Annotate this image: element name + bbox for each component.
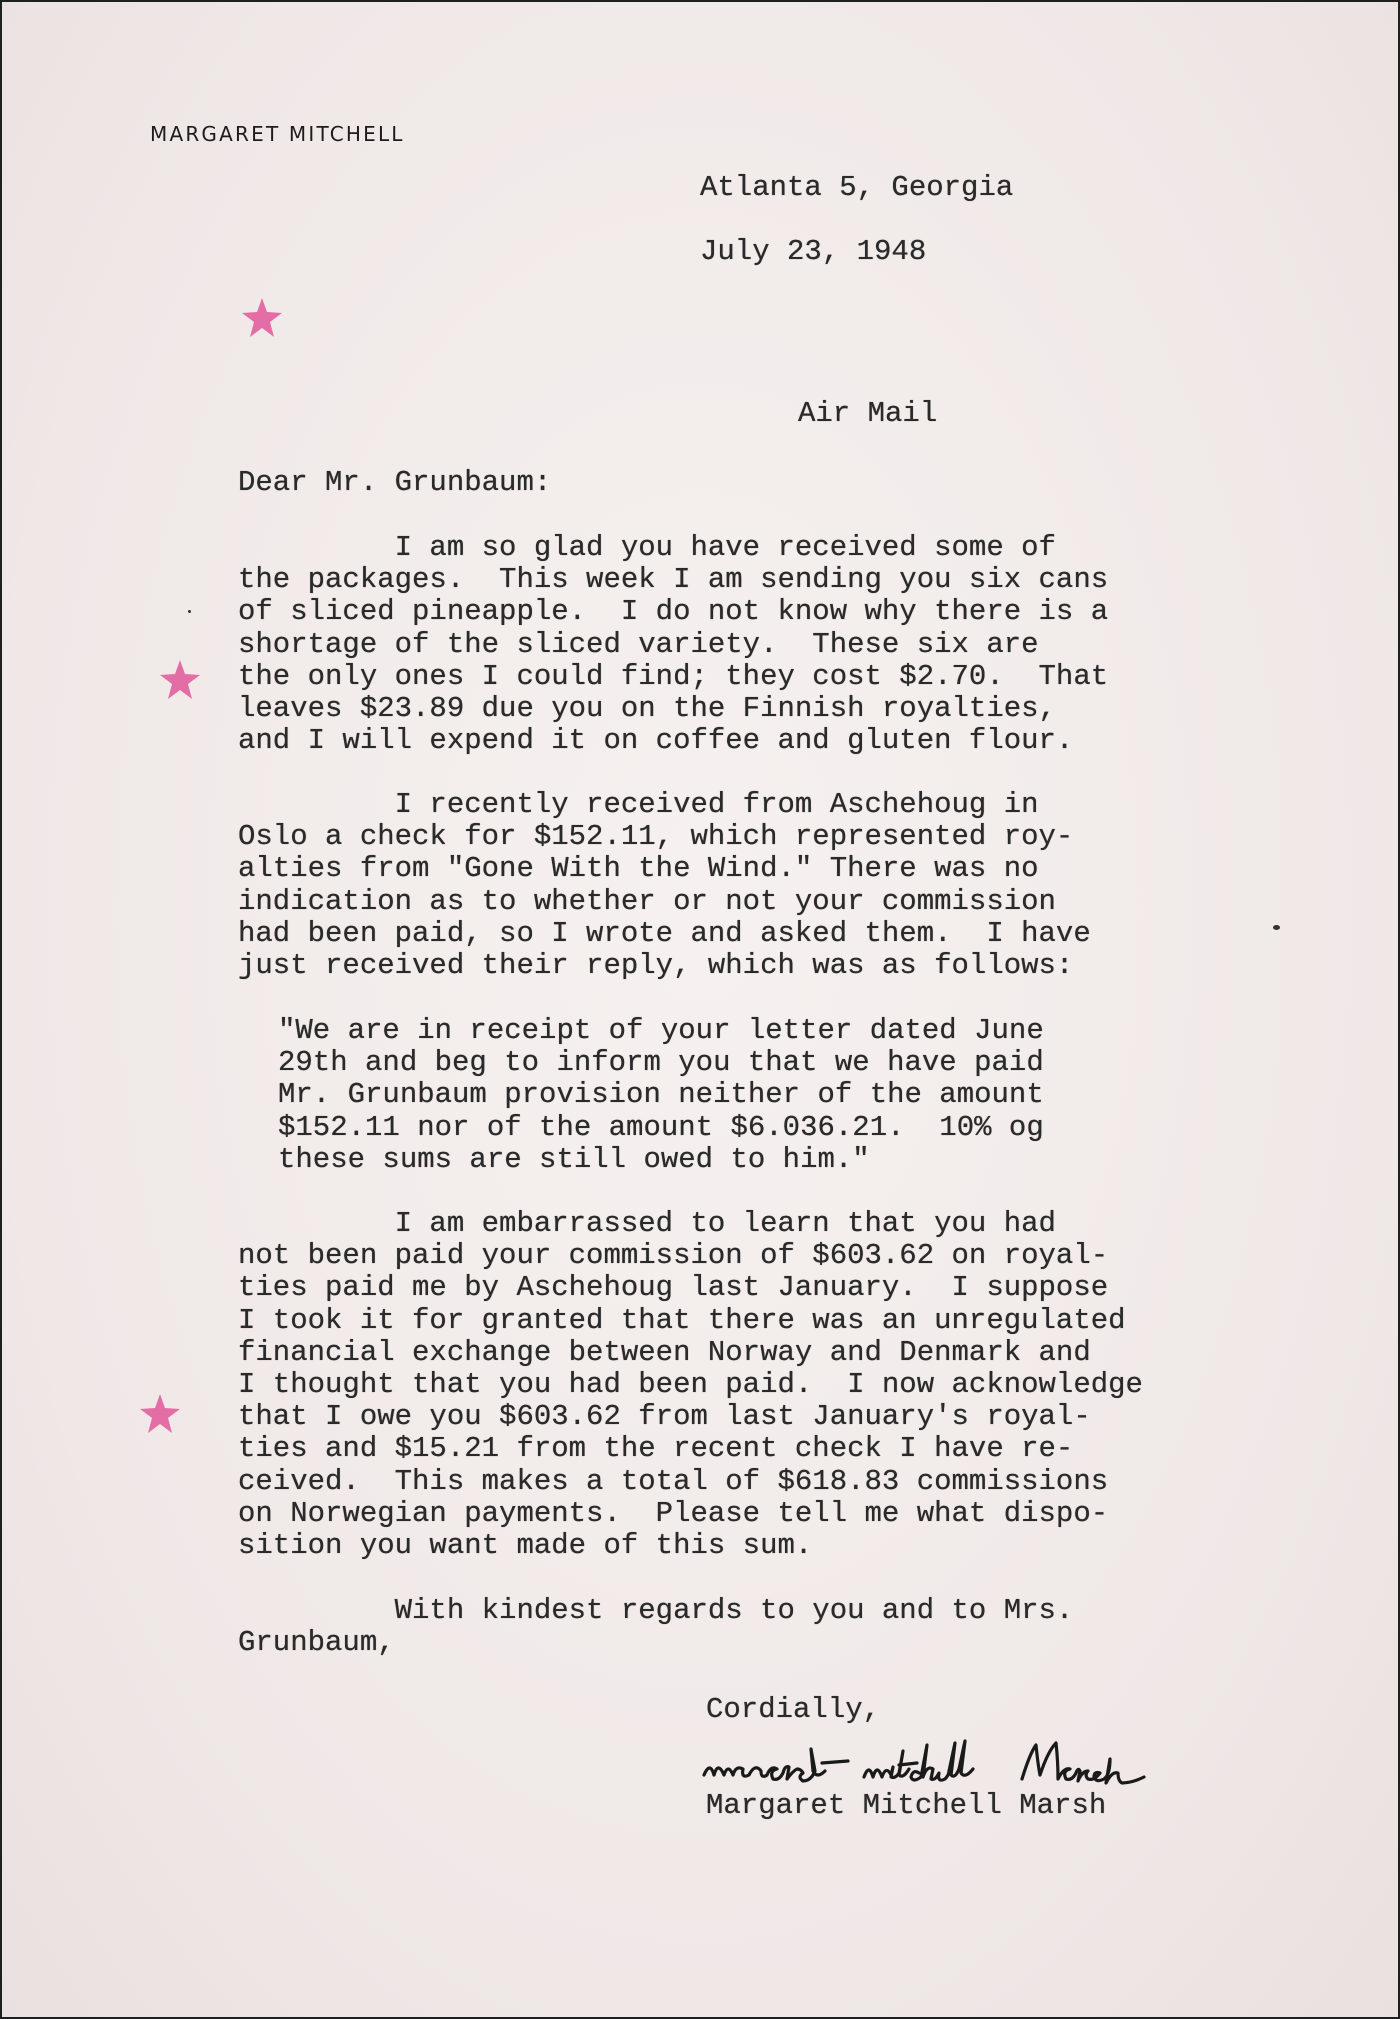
body-paragraph-1: I am so glad you have received some of the packages. This week I am sending you six cans of sliced pineapple. I do not know why there is a shortage of the sliced variety. These six are the only ones I could find; they cost $2.70. That leaves $23.89 due you on the Finnish royalties, and I will expend it on coffee and gluten flour.	[238, 531, 1109, 758]
ink-speck	[1273, 925, 1280, 930]
closing-paragraph: With kindest regards to you and to Mrs. Grunbaum,	[238, 1594, 1074, 1660]
ink-speck	[188, 610, 191, 613]
body-paragraph-3: I am embarrassed to learn that you had not been paid your commission of $603.62 on royal- ties paid me by Aschehoug last January. I suppose I took it for granted that there was an unregulated financial exchange between Norway and Denmark and I thought that you had been paid. I now acknowledge that I owe you $603.62 from last January's royal- ties and $15.21 from the recent check I have re- ceived. This makes a total of $618.83 commissions on Norwegian payments. Please tell me what dispo- sition you want made of this sum.	[238, 1207, 1143, 1563]
sender-location: Atlanta 5, Georgia	[700, 171, 1014, 204]
handwritten-signature	[692, 1727, 1292, 1797]
pink-star-icon	[138, 1392, 182, 1436]
typed-signature-name: Margaret Mitchell Marsh	[706, 1789, 1107, 1822]
letterhead: MARGARET MITCHELL	[150, 122, 405, 146]
quoted-reply: "We are in receipt of your letter dated June 29th and beg to inform you that we have paid Mr. Grunbaum provision neither of the amount $152.11 nor of the amount $6.036.21. 10% og these sums are still owed to him."	[278, 1014, 1044, 1176]
salutation: Dear Mr. Grunbaum:	[238, 466, 552, 499]
pink-star-icon	[158, 658, 202, 702]
delivery-method: Air Mail	[798, 397, 938, 430]
body-paragraph-2: I recently received from Aschehoug in Oslo a check for $152.11, which represented roy- alties from "Gone With the Wind." There was no indication as to whether or not your commission had been paid, so I wrote and asked them. I have just received their reply, which was as follows:	[238, 788, 1091, 983]
pink-star-icon	[240, 296, 284, 340]
complimentary-close: Cordially,	[706, 1693, 881, 1726]
letter-date: July 23, 1948	[700, 235, 927, 268]
